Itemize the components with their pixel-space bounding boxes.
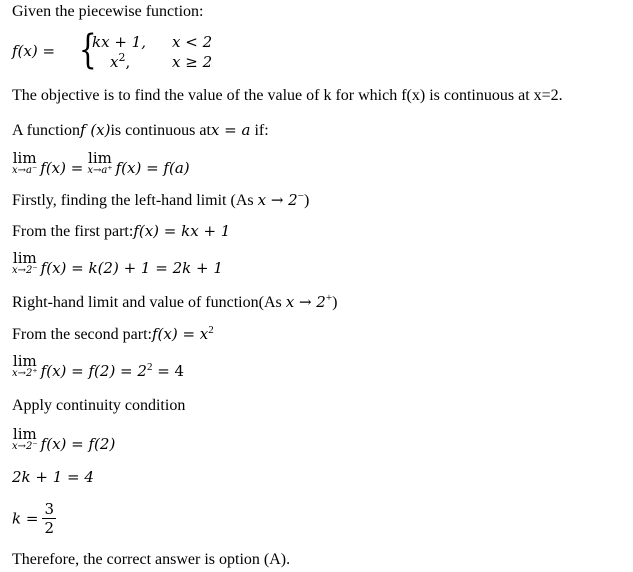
continuity-condition-equation: lim x→2⁻ f(x) = f(2) — [12, 425, 116, 453]
second-part-text: From the second part:f(x) = $x^2$ — [12, 324, 214, 343]
piecewise-brace: { — [78, 27, 97, 73]
case1-expression: kx + 1, — [92, 33, 146, 51]
case2-condition: x ≥ 2 — [172, 53, 213, 71]
left-limit-evaluation: lim x→2⁻ f(x) = k(2) + 1 = 2k + 1 — [12, 249, 223, 277]
right-limit-text: Right-hand limit and value of function(As x → 2+) — [12, 292, 338, 311]
limit-definition: lim x→a⁻ f(x) = lim x→a⁺ f(x) = f(a) — [12, 149, 190, 177]
conclusion-text: Therefore, the correct answer is option (A). — [12, 551, 291, 568]
first-part-text: From the first part:f(x) = kx + 1 — [12, 222, 231, 240]
k-fraction: $\frac{3}{2}$ — [44, 500, 54, 537]
piecewise-function — [12, 27, 242, 73]
piecewise-lhs: f(x) = — [12, 42, 56, 60]
k-solution: k = $\frac{3}{2}$ — [12, 500, 54, 537]
apply-condition-text: Apply continuity condition — [12, 397, 186, 414]
continuity-intro: A functionf (x)is continuous atx = a if: — [12, 121, 269, 139]
left-limit-text: Firstly, finding the left-hand limit (As x → 2−) — [12, 190, 310, 209]
right-limit-evaluation: lim x→2⁺ $f(x) = f(2) = 2^2 = 4$ — [12, 352, 185, 380]
case2-expression: $x^2$, — [110, 51, 131, 71]
objective-text: The objective is to find the value of the value of k for which f(x) is continuous at x=2. — [12, 87, 563, 104]
linear-equation: 2k + 1 = 4 — [12, 468, 94, 486]
case1-condition: x < 2 — [172, 33, 213, 51]
intro-text: Given the piecewise function: — [12, 3, 204, 20]
